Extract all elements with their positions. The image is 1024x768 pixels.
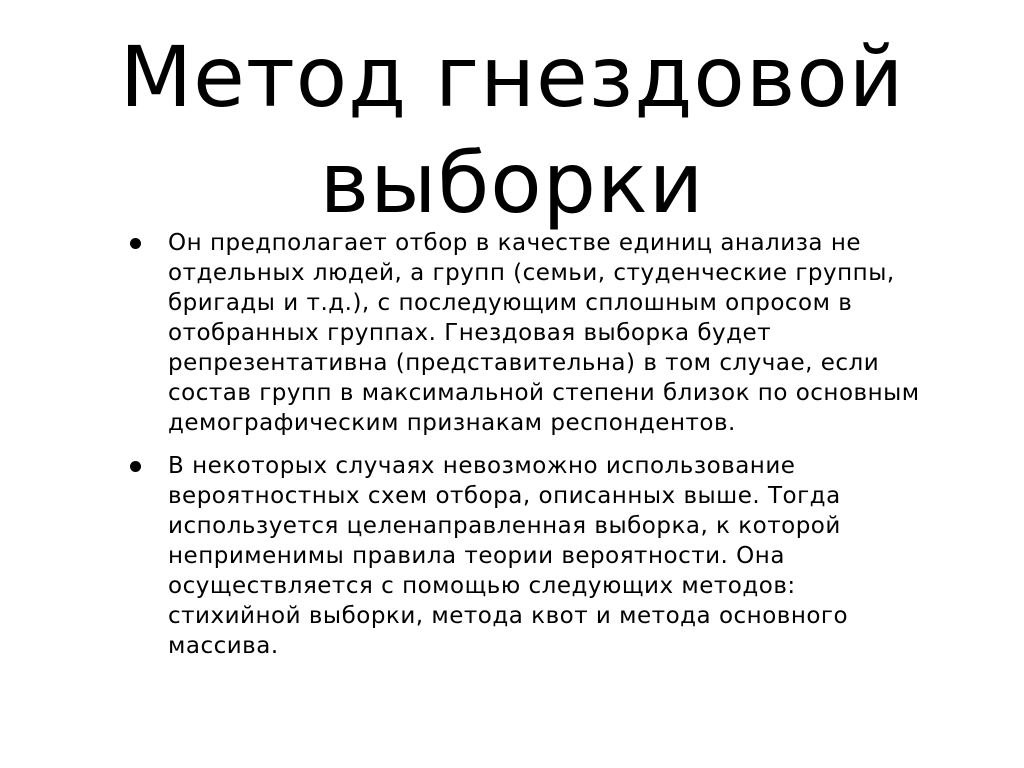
bullet-list xyxy=(128,228,928,674)
bullet-dot-icon xyxy=(130,238,141,249)
slide-title: Метод гнездовой выборки xyxy=(119,28,905,232)
bullet-item xyxy=(128,228,928,438)
bullet-dot-icon xyxy=(130,461,141,472)
bullet-text: В некоторых случаях невозможно использование вероятностных схем отбора, описанных выше. Тогда используется целенаправленная выборка, к которой неприменимы правила теории вероятности. Она осуществляется с помощью следующих методов: стихийной выборки, метода квот и метода основного массива. xyxy=(168,453,849,659)
bullet-text: Он предполагает отбор в качестве единиц анализа не отдельных людей, а групп (семьи, студенческие группы, бригады и т.д.), с последующим сплошным опросом в отобранных группах. Гнездовая выборка будет репрезентативна (представительна) в том случае, если состав групп в максимальной степени близок по основным демографическим признакам респондентов. xyxy=(168,230,920,436)
bullet-item xyxy=(128,451,928,661)
